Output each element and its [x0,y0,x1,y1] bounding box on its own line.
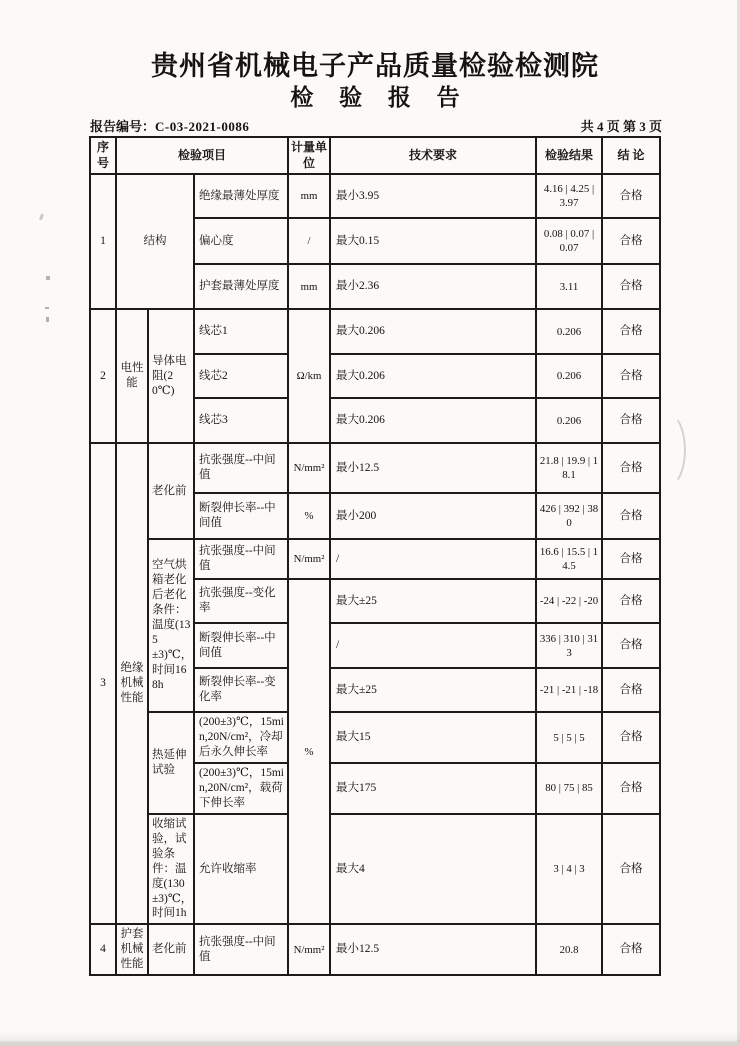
header-requirement: 技术要求 [330,137,536,174]
requirement-cell: 最大15 [330,712,536,763]
result-cell: 4.16 | 4.25 | 3.97 [536,174,602,218]
conclusion-cell: 合格 [602,814,660,925]
result-cell: 16.6 | 15.5 | 14.5 [536,539,602,579]
conclusion-cell: 合格 [602,398,660,443]
scan-speck [45,307,49,309]
item-cell: 抗张强度--中间值 [194,443,288,493]
group-cell: 收缩试验，试验条件：温度(130±3)℃，时间1h [148,814,194,925]
item-cell: 允许收缩率 [194,814,288,925]
category-cell: 电性能 [116,309,148,443]
group-cell: 空气烘箱老化后老化条件：温度(135±3)℃，时间168h [148,539,194,712]
table-row [90,174,660,218]
requirement-cell: / [330,539,536,579]
item-cell: 抗张强度--中间值 [194,539,288,579]
requirement-cell: 最小12.5 [330,924,536,975]
requirement-cell: 最小2.36 [330,264,536,309]
result-cell: 3 | 4 | 3 [536,814,602,925]
unit-cell: N/mm² [288,443,330,493]
serial-cell: 4 [90,924,116,975]
conclusion-cell: 合格 [602,309,660,354]
requirement-cell: 最大±25 [330,668,536,712]
conclusion-cell: 合格 [602,623,660,668]
serial-cell: 1 [90,174,116,309]
document-title: 检 验 报 告 [290,85,470,110]
pagination: 共 4 页 第 3 页 [580,119,662,134]
result-cell: 0.206 [536,309,602,354]
requirement-cell: 最小3.95 [330,174,536,218]
group-cell: 热延伸试验 [148,712,194,814]
unit-cell: / [288,218,330,264]
table-row [90,309,660,354]
item-cell: 断裂伸长率--变化率 [194,668,288,712]
result-cell: 0.08 | 0.07 | 0.07 [536,218,602,264]
conclusion-cell: 合格 [602,668,660,712]
result-cell: 0.206 [536,398,602,443]
conclusion-cell: 合格 [602,354,660,398]
result-cell: 21.8 | 19.9 | 18.1 [536,443,602,493]
result-cell: 3.11 [536,264,602,309]
inspection-table [89,136,661,976]
report-number-label: 报告编号： [90,119,156,134]
requirement-cell: 最小200 [330,493,536,539]
table-row [90,539,660,579]
result-cell: 80 | 75 | 85 [536,763,602,814]
requirement-cell: 最大±25 [330,579,536,623]
result-cell: 5 | 5 | 5 [536,712,602,763]
page-bottom-edge [0,1042,740,1046]
table-row [90,924,660,975]
unit-cell: Ω/km [288,309,330,443]
item-cell: 抗张强度--变化率 [194,579,288,623]
conclusion-cell: 合格 [602,174,660,218]
item-cell: (200±3)℃，15min,20N/cm²，冷却后永久伸长率 [194,712,288,763]
item-cell: (200±3)℃，15min,20N/cm²，载荷下伸长率 [194,763,288,814]
item-cell: 线芯2 [194,354,288,398]
item-cell: 线芯3 [194,398,288,443]
requirement-cell: 最大0.206 [330,354,536,398]
item-cell: 偏心度 [194,218,288,264]
category-cell: 绝缘机械性能 [116,443,148,924]
unit-cell: % [288,493,330,539]
header-serial: 序号 [90,137,116,174]
unit-cell: N/mm² [288,924,330,975]
conclusion-cell: 合格 [602,443,660,493]
result-cell: 20.8 [536,924,602,975]
requirement-cell: 最大4 [330,814,536,925]
item-cell: 抗张强度--中间值 [194,924,288,975]
header-item: 检验项目 [116,137,288,174]
result-cell: 0.206 [536,354,602,398]
group-cell: 导体电阻(20℃) [148,309,194,443]
scan-stamp-arc [648,412,686,488]
scan-speck [39,214,44,221]
requirement-cell: 最大0.206 [330,309,536,354]
table-row [90,814,660,925]
header-conclusion: 结 论 [602,137,660,174]
conclusion-cell: 合格 [602,763,660,814]
item-cell: 线芯1 [194,309,288,354]
report-info-row [90,116,662,135]
category-cell: 护套机械性能 [116,924,148,975]
item-cell: 断裂伸长率--中间值 [194,493,288,539]
conclusion-cell: 合格 [602,579,660,623]
report-number-value: C-03-2021-0086 [155,119,250,134]
conclusion-cell: 合格 [602,924,660,975]
table-header-row [90,137,660,174]
result-cell: 426 | 392 | 380 [536,493,602,539]
conclusion-cell: 合格 [602,539,660,579]
conclusion-cell: 合格 [602,712,660,763]
requirement-cell: 最大0.15 [330,218,536,264]
unit-cell: % [288,579,330,924]
requirement-cell: 最大0.206 [330,398,536,443]
header-unit: 计量单位 [288,137,330,174]
requirement-cell: / [330,623,536,668]
result-cell: 336 | 310 | 313 [536,623,602,668]
conclusion-cell: 合格 [602,264,660,309]
conclusion-cell: 合格 [602,493,660,539]
item-cell: 绝缘最薄处厚度 [194,174,288,218]
scan-speck [46,276,50,280]
scan-speck [46,317,49,322]
result-cell: -24 | -22 | -20 [536,579,602,623]
table-row [90,443,660,493]
header-result: 检验结果 [536,137,602,174]
report-number [90,116,249,135]
category-cell: 结构 [116,174,194,309]
unit-cell: mm [288,264,330,309]
item-cell: 护套最薄处厚度 [194,264,288,309]
serial-cell: 2 [90,309,116,443]
unit-cell: mm [288,174,330,218]
item-cell: 断裂伸长率--中间值 [194,623,288,668]
group-cell: 老化前 [148,924,194,975]
table-row [90,712,660,763]
serial-cell: 3 [90,443,116,924]
result-cell: -21 | -21 | -18 [536,668,602,712]
group-cell: 老化前 [148,443,194,539]
institute-title: 贵州省机械电子产品质量检验检测院 [151,51,599,81]
requirement-cell: 最大175 [330,763,536,814]
unit-cell: N/mm² [288,539,330,579]
requirement-cell: 最小12.5 [330,443,536,493]
conclusion-cell: 合格 [602,218,660,264]
